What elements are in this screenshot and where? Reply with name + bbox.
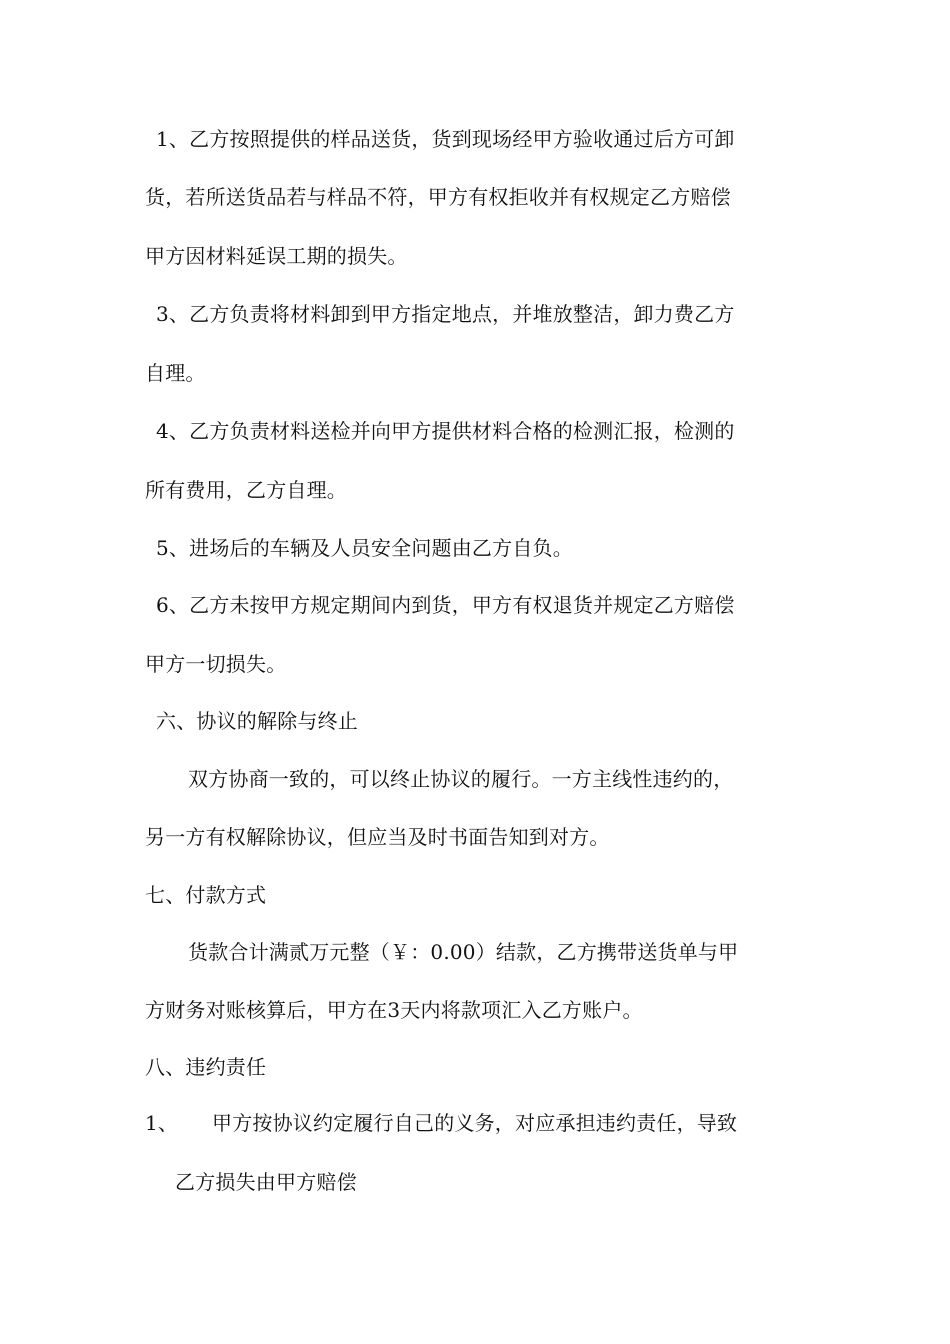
clause-5-item-3-line-1: 3、乙方负责将材料卸到甲方指定地点，并堆放整洁，卸力费乙方 — [156, 302, 735, 326]
section-8-item-1-line-1: 甲方按协议约定履行自己的义务，对应承担违约责任，导致 — [212, 1111, 738, 1135]
section-7-heading: 七、付款方式 — [145, 883, 267, 907]
clause-5-item-1-line-1: 1、乙方按照提供的样品送货，货到现场经甲方验收通过后方可卸 — [156, 127, 735, 151]
clause-5-item-1-line-3: 甲方因材料延误工期的损失。 — [145, 244, 408, 268]
clause-5-item-3-line-2: 自理。 — [145, 361, 206, 385]
section-8-item-1-number: 1、 — [145, 1111, 179, 1135]
clause-5-item-4-line-1: 4、乙方负责材料送检并向甲方提供材料合格的检测汇报，检测的 — [156, 419, 735, 443]
section-6-heading: 六、协议的解除与终止 — [156, 709, 358, 733]
section-6-body-line-2: 另一方有权解除协议，但应当及时书面告知到对方。 — [145, 825, 610, 849]
section-7-body-line-1: 货款合计满贰万元整（￥：0.00）结款，乙方携带送货单与甲 — [188, 940, 739, 964]
clause-5-item-6-line-2: 甲方一切损失。 — [145, 652, 287, 676]
clause-5-item-1-line-2: 货，若所送货品若与样品不符，甲方有权拒收并有权规定乙方赔偿 — [145, 185, 731, 209]
clause-5-item-6-line-1: 6、乙方未按甲方规定期间内到货，甲方有权退货并规定乙方赔偿 — [156, 593, 735, 617]
clause-5-item-5: 5、进场后的车辆及人员安全问题由乙方自负。 — [156, 536, 573, 560]
section-8-heading: 八、违约责任 — [145, 1055, 267, 1079]
section-6-body-line-1: 双方协商一致的，可以终止协议的履行。一方主线性违约的， — [188, 767, 734, 791]
section-8-item-1-line-2: 乙方损失由甲方赔偿 — [175, 1170, 357, 1194]
clause-5-item-4-line-2: 所有费用，乙方自理。 — [145, 478, 347, 502]
section-7-body-line-2: 方财务对账核算后，甲方在3天内将款项汇入乙方账户。 — [145, 998, 643, 1022]
